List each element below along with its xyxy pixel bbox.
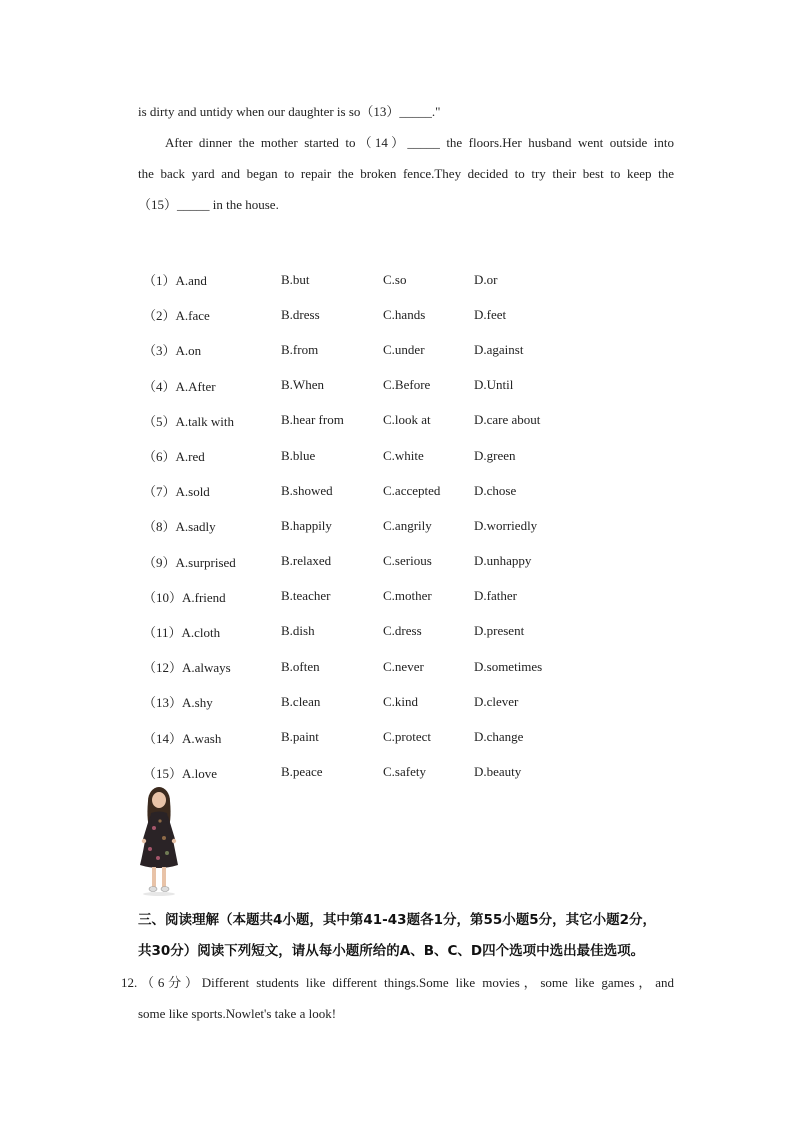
option-choice: C.so (383, 271, 407, 287)
option-choice: B.peace (281, 764, 323, 780)
option-choice: （8）A.sadly (143, 519, 216, 535)
option-choice: （7）A.sold (143, 484, 210, 500)
option-row (143, 614, 603, 649)
option-choice: B.blue (281, 447, 316, 463)
option-row (143, 684, 603, 719)
option-choice: （9）A.surprised (143, 554, 236, 570)
option-choice: B.clean (281, 693, 321, 709)
passage-line: is dirty and untidy when our daughter is so（13）_____." (138, 104, 441, 119)
option-row (143, 438, 603, 473)
option-choice: C.protect (383, 729, 432, 745)
option-choice: B.often (281, 658, 320, 674)
option-choice: D.against (474, 341, 524, 357)
option-row (143, 579, 603, 614)
question-12-text: some like sports.Nowlet's take a look! (138, 1006, 337, 1021)
option-choice: （4）A.After (143, 378, 216, 394)
option-choice: C.under (383, 341, 425, 357)
option-choice: C.angrily (383, 517, 432, 533)
option-choice: D.change (474, 729, 524, 745)
option-choice: B.dish (281, 623, 315, 639)
option-choice: B.relaxed (281, 553, 332, 569)
option-choice: C.white (383, 447, 424, 463)
option-choice: B.hear from (281, 412, 344, 428)
option-choice: （1）A.and (143, 273, 207, 289)
option-choice: C.never (383, 658, 424, 674)
option-choice: D.beauty (474, 764, 522, 780)
passage-line: the back yard and began to repair the broken fence.They decided to try their best to keep the (138, 166, 674, 181)
option-choice: C.safety (383, 764, 426, 780)
girl-photo (134, 783, 184, 898)
option-choice: （14）A.wash (143, 730, 222, 746)
option-choice: D.or (474, 271, 498, 287)
option-choice: B.When (281, 377, 324, 393)
answer-options-table (143, 262, 603, 790)
option-choice: （3）A.on (143, 343, 202, 359)
option-choice: D.care about (474, 412, 541, 428)
option-choice: B.happily (281, 517, 332, 533)
option-choice: B.from (281, 341, 319, 357)
option-row (143, 368, 603, 403)
passage-line: After dinner the mother started to（14）_____ the floors.Her husband went outside into (165, 135, 674, 150)
option-choice: D.father (474, 588, 517, 604)
option-row (143, 262, 603, 297)
option-choice: B.dress (281, 306, 320, 322)
option-choice: B.paint (281, 729, 319, 745)
option-choice: C.mother (383, 588, 432, 604)
option-choice: （2）A.face (143, 308, 210, 324)
option-choice: D.present (474, 623, 525, 639)
option-choice: D.feet (474, 306, 507, 322)
option-choice: D.green (474, 447, 516, 463)
option-choice: D.chose (474, 482, 517, 498)
option-choice: C.hands (383, 306, 426, 322)
option-choice: （6）A.red (143, 449, 205, 465)
option-choice: （15）A.love (143, 765, 218, 781)
option-choice: D.sometimes (474, 658, 543, 674)
section-heading: 共30分）阅读下列短文，请从每小题所给的A、B、C、D四个选项中选出最佳选项。 (138, 943, 645, 959)
option-choice: D.unhappy (474, 553, 532, 569)
option-choice: B.teacher (281, 588, 331, 604)
option-row (143, 719, 603, 754)
option-choice: C.serious (383, 553, 432, 569)
option-choice: D.worriedly (474, 517, 538, 533)
option-row (143, 473, 603, 508)
option-row (143, 297, 603, 332)
option-choice: （13）A.shy (143, 695, 213, 711)
passage-line: （15）_____ in the house. (138, 197, 279, 212)
option-row (143, 649, 603, 684)
option-choice: C.Before (383, 377, 431, 393)
option-choice: （11）A.cloth (143, 624, 221, 640)
option-choice: D.Until (474, 377, 514, 393)
option-choice: D.clever (474, 693, 519, 709)
option-choice: C.look at (383, 412, 431, 428)
option-row (143, 544, 603, 579)
section-heading: 三、阅读理解（本题共4小题，其中第41-43题各1分，第55小题5分，其它小题2分， (138, 912, 657, 928)
option-choice: C.dress (383, 623, 422, 639)
option-row (143, 403, 603, 438)
option-choice: B.but (281, 271, 310, 287)
option-row (143, 332, 603, 367)
question-12-text: 12.（6分）Different students like different things.Some like movies，some like games，and (121, 975, 674, 990)
option-choice: C.accepted (383, 482, 441, 498)
option-choice: （12）A.always (143, 660, 231, 676)
option-choice: （10）A.friend (143, 589, 226, 605)
option-row (143, 508, 603, 543)
option-choice: B.showed (281, 482, 333, 498)
option-choice: C.kind (383, 693, 419, 709)
option-row (143, 755, 603, 790)
option-choice: （5）A.talk with (143, 413, 234, 429)
